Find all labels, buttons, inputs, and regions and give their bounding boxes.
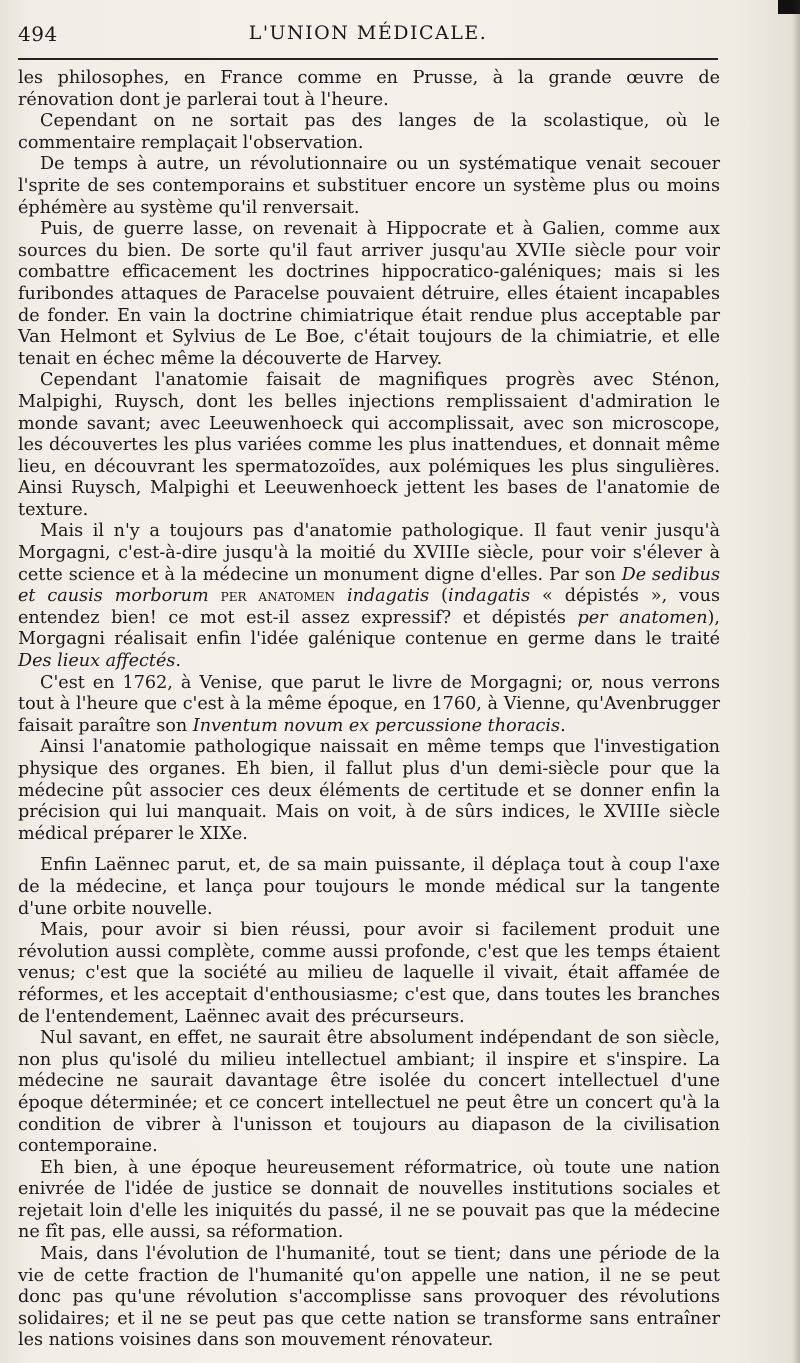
- text-span: (: [429, 586, 448, 607]
- paragraph-9: Enfin Laënnec parut, et, de sa main puissante, il déplaça tout à coup l'axe de la médecine, et lança pour toujours le monde médical sur la tangente d'une orbite nouvelle.: [18, 855, 720, 919]
- treatise-title-span: Des lieux affectés: [18, 651, 176, 672]
- paragraph-11: Nul savant, en effet, ne saurait être absolument indépendant de son siècle, non plus qu'isolé du milieu intellectuel ambiant; il inspire et s'inspire. La médecine ne saurait davantage être isolée du concert intellectuel d'une époque déterminée; et ce concert intellectuel ne peut être un concert qu'à la condition de vibrer à l'unisson et toujours au diapason de la civilisation contemporaine.: [18, 1028, 720, 1157]
- paragraph-5: Cependant l'anatomie faisait de magnifiques progrès avec Sténon, Malpighi, Ruysch, dont les belles injections remplissaient d'admiration le monde savant; avec Leeuwenhoeck qui accomplissait, avec son microscope, les découvertes les plus variées comme les plus inattendues, et donnait même lieu, en découvrant les spermatozoïdes, aux polémiques les plus singulières. Ainsi Ruysch, Malpighi et Leeuwenhoeck jettent les bases de l'anatomie de texture.: [18, 370, 720, 520]
- text-span: Mais il n'y a toujours pas d'anatomie pathologique. Il faut venir jusqu'à Morgagni, c'est-à-dire jusqu'à la moitié du XVIIIe siècle, pour voir s'élever à cette science et à la médecine un monument digne d'elles. Par son: [18, 521, 720, 585]
- text-span: C'est en 1762, à Venise, que parut le livre de Morgagni; or, nous verrons tout à l'heure que c'est à la même époque, en 1760, à Vienne, qu'Avenbrugger faisait paraître son: [18, 672, 720, 736]
- page-edge-shadow: [792, 0, 800, 1363]
- page-number: 494: [18, 22, 58, 46]
- paragraph-2: Cependant on ne sortait pas des langes de la scolastique, où le commentaire remplaçait l'observation.: [18, 111, 720, 153]
- latin-word-span: indagatis: [447, 586, 531, 607]
- latin-word-span: indagatis: [346, 586, 430, 607]
- latin-title-span: De sedibus et causis morborum: [18, 564, 720, 607]
- header-rule: [18, 58, 718, 60]
- paragraph-1: les philosophes, en France comme en Prusse, à la grande œuvre de rénovation dont je parlerai tout à l'heure.: [18, 68, 720, 110]
- text-span: .: [560, 715, 566, 736]
- paragraph-6: [18, 521, 720, 672]
- latin-smallcaps-span: per anatomen: [208, 586, 347, 607]
- paragraph-7: [18, 673, 720, 738]
- running-title: L'UNION MÉDICALE.: [248, 22, 488, 44]
- page-header: [18, 22, 718, 48]
- paragraph-10: Mais, pour avoir si bien réussi, pour avoir si facilement produit une révolution aussi complète, comme aussi profonde, c'est que les temps étaient venus; c'est que la société au milieu de laquelle il vivait, était affamée de réformes, et les acceptait d'enthousiasme; c'est que, dans toutes les branches de l'entendement, Laënnec avait des précurseurs.: [18, 920, 720, 1027]
- text-span: « dépistés », vous entendez bien! ce mot est-il assez expressif? et dépistés: [18, 586, 720, 628]
- text-span: ), Morgagni réalisait enfin l'idée galénique contenue en germe dans le traité: [18, 607, 721, 650]
- paragraph-12: Eh bien, à une époque heureusement réformatrice, où toute une nation enivrée de l'idée de justice se donnait de nouvelles institutions sociales et rejetait loin d'elle les iniquités du passé, il ne se pouvait pas que la médecine ne fît pas, elle aussi, sa réformation.: [18, 1157, 720, 1243]
- book-title-span: Inventum novum ex percussione thoracis: [192, 715, 561, 736]
- text-span: .: [175, 651, 181, 672]
- paragraph-4: Puis, de guerre lasse, on revenait à Hippocrate et à Galien, comme aux sources du bien. De sorte qu'il faut arriver jusqu'au XVIIe siècle pour voir combattre efficacement les doctrines hippocratico-galéniques; mais si les furibondes attaques de Paracelse pouvaient détruire, elles étaient incapables de fonder. En vain la doctrine chimiatrique était rendue plus acceptable par Van Helmont et Sylvius de Le Boe, c'était toujours de la chimiatrie, et elle tenait en échec même la découverte de Harvey.: [18, 219, 720, 369]
- paragraph-3: De temps à autre, un révolutionnaire ou un systématique venait secouer l'sprite de ses contemporains et substituer encore un système plus ou moins éphémère au système qu'il renversait.: [18, 154, 720, 218]
- article-body: [18, 68, 720, 1352]
- paragraph-13: Mais, dans l'évolution de l'humanité, tout se tient; dans une période de la vie de cette fraction de l'humanité qu'on appelle une nation, il ne se peut donc pas qu'une révolution s'accomplisse sans provoquer des révolutions solidaires; et il ne se peut pas que cette nation se transforme sans entraîner les nations voisines dans son mouvement rénovateur.: [18, 1244, 720, 1351]
- latin-phrase-span: per anatomen: [577, 607, 708, 628]
- paragraph-8: Ainsi l'anatomie pathologique naissait en même temps que l'investigation physique des organes. Eh bien, il fallut plus d'un demi-siècle pour que la médecine pût associer ces deux éléments de certitude et se donner enfin la précision qui lui manquait. Mais on voit, à de sûrs indices, le XVIIIe siècle médical préparer le XIXe.: [18, 737, 720, 844]
